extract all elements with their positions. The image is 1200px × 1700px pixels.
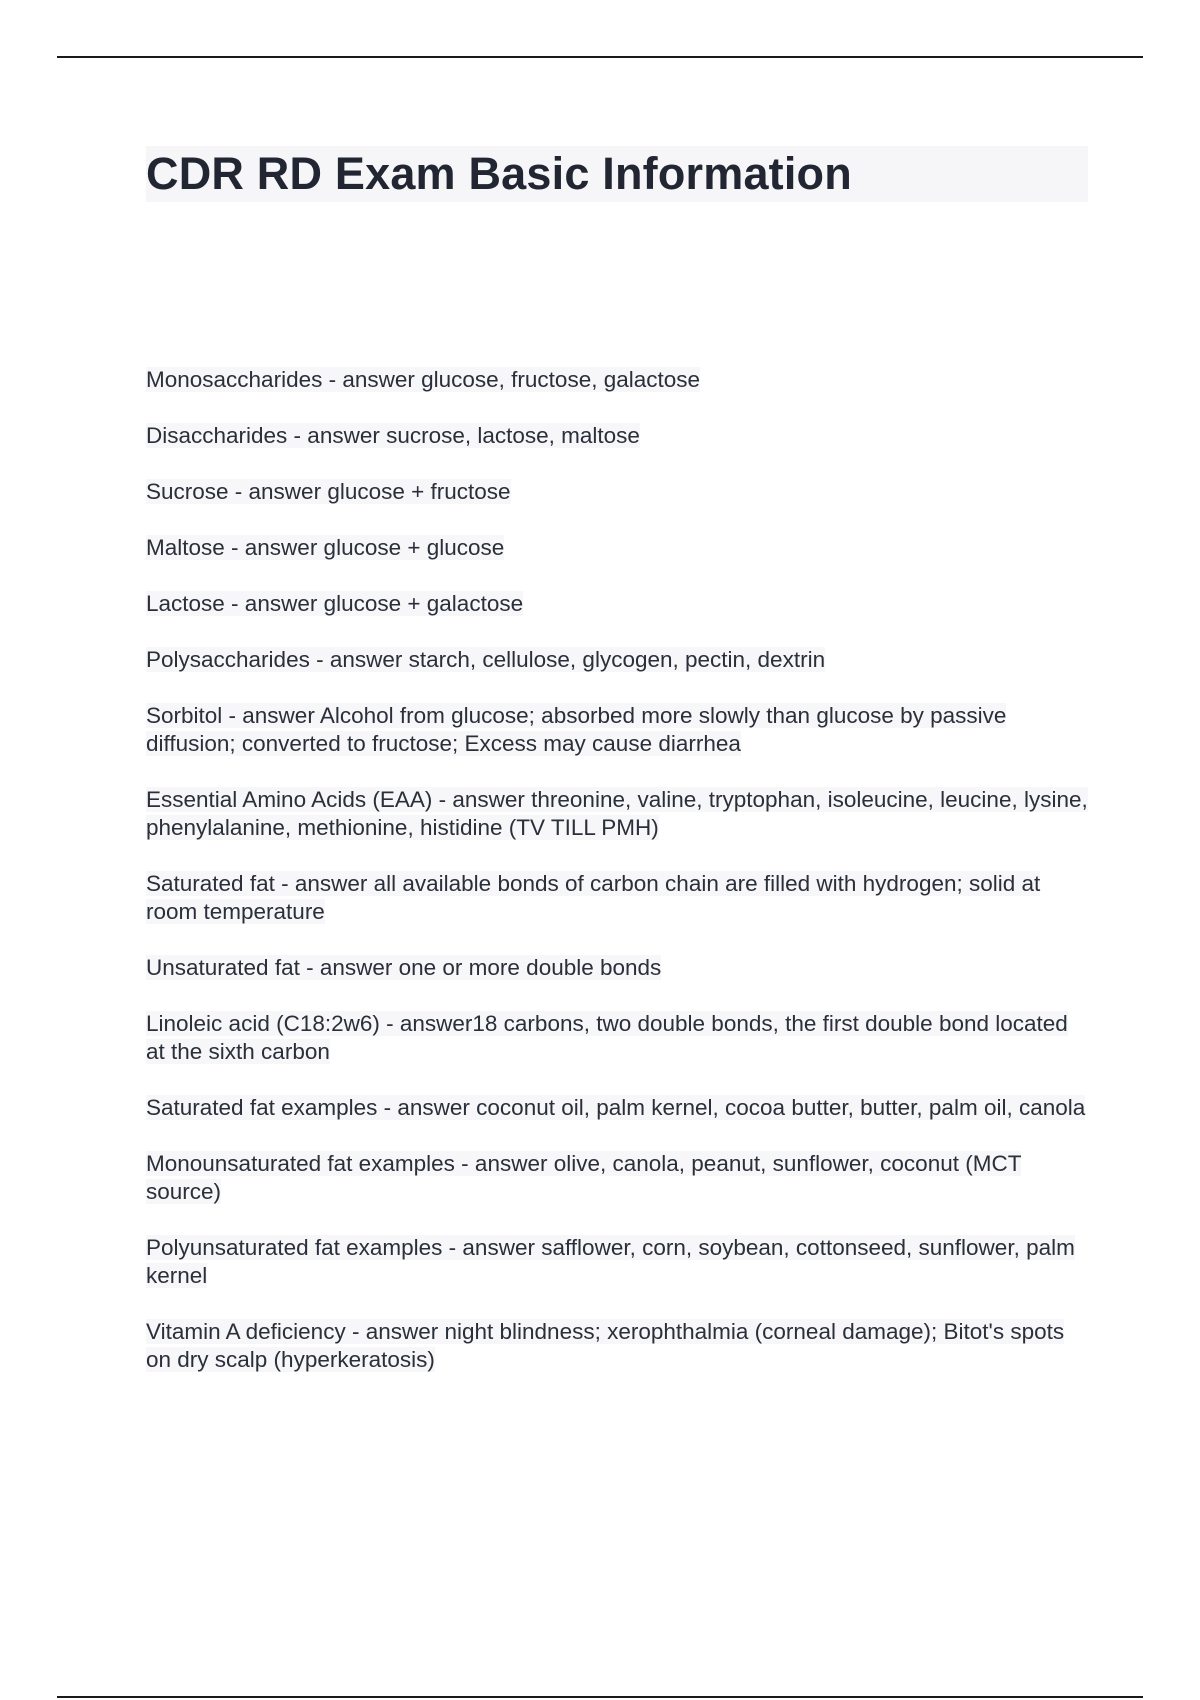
- item-text: Maltose - answer glucose + glucose: [146, 535, 505, 560]
- list-item: [146, 702, 1088, 758]
- list-item: [146, 870, 1088, 926]
- item-text: Essential Amino Acids (EAA) - answer threonine, valine, tryptophan, isoleucine, leucine, lysine, phenylalanine, methionine, histidine (TV TILL PMH): [146, 787, 1088, 840]
- item-text: Monosaccharides - answer glucose, fructose, galactose: [146, 367, 701, 392]
- item-text: Lactose - answer glucose + galactose: [146, 591, 524, 616]
- item-text: Vitamin A deficiency - answer night blindness; xerophthalmia (corneal damage); Bitot's spots on dry scalp (hyperkeratosis): [146, 1319, 1065, 1372]
- list-item: [146, 478, 1088, 506]
- page-title: CDR RD Exam Basic Information: [146, 148, 852, 199]
- list-item: [146, 1010, 1088, 1066]
- item-text: Linoleic acid (C18:2w6) - answer18 carbons, two double bonds, the first double bond located at the sixth carbon: [146, 1011, 1068, 1064]
- item-text: Disaccharides - answer sucrose, lactose, maltose: [146, 423, 640, 448]
- list-item: [146, 1150, 1088, 1206]
- list-item: [146, 422, 1088, 450]
- list-item: [146, 954, 1088, 982]
- item-text: Saturated fat examples - answer coconut oil, palm kernel, cocoa butter, butter, palm oil, canola: [146, 1095, 1086, 1120]
- list-item: [146, 1318, 1088, 1374]
- title-block: [146, 146, 1088, 202]
- list-item: [146, 366, 1088, 394]
- item-text: Monounsaturated fat examples - answer olive, canola, peanut, sunflower, coconut (MCT source): [146, 1151, 1022, 1204]
- item-text: Sorbitol - answer Alcohol from glucose; absorbed more slowly than glucose by passive diffusion; converted to fructose; Excess may cause diarrhea: [146, 703, 1007, 756]
- item-text: Polyunsaturated fat examples - answer safflower, corn, soybean, cottonseed, sunflower, palm kernel: [146, 1235, 1075, 1288]
- item-text: Polysaccharides - answer starch, cellulose, glycogen, pectin, dextrin: [146, 647, 826, 672]
- bottom-rule: [57, 1696, 1143, 1698]
- list-item: [146, 1094, 1088, 1122]
- item-text: Unsaturated fat - answer one or more double bonds: [146, 955, 662, 980]
- item-text: Saturated fat - answer all available bonds of carbon chain are filled with hydrogen; solid at room temperature: [146, 871, 1041, 924]
- list-item: [146, 590, 1088, 618]
- top-rule: [57, 56, 1143, 58]
- list-item: [146, 786, 1088, 842]
- list-item: [146, 534, 1088, 562]
- list-item: [146, 646, 1088, 674]
- item-text: Sucrose - answer glucose + fructose: [146, 479, 511, 504]
- list-item: [146, 1234, 1088, 1290]
- flashcard-list: [146, 366, 1088, 1402]
